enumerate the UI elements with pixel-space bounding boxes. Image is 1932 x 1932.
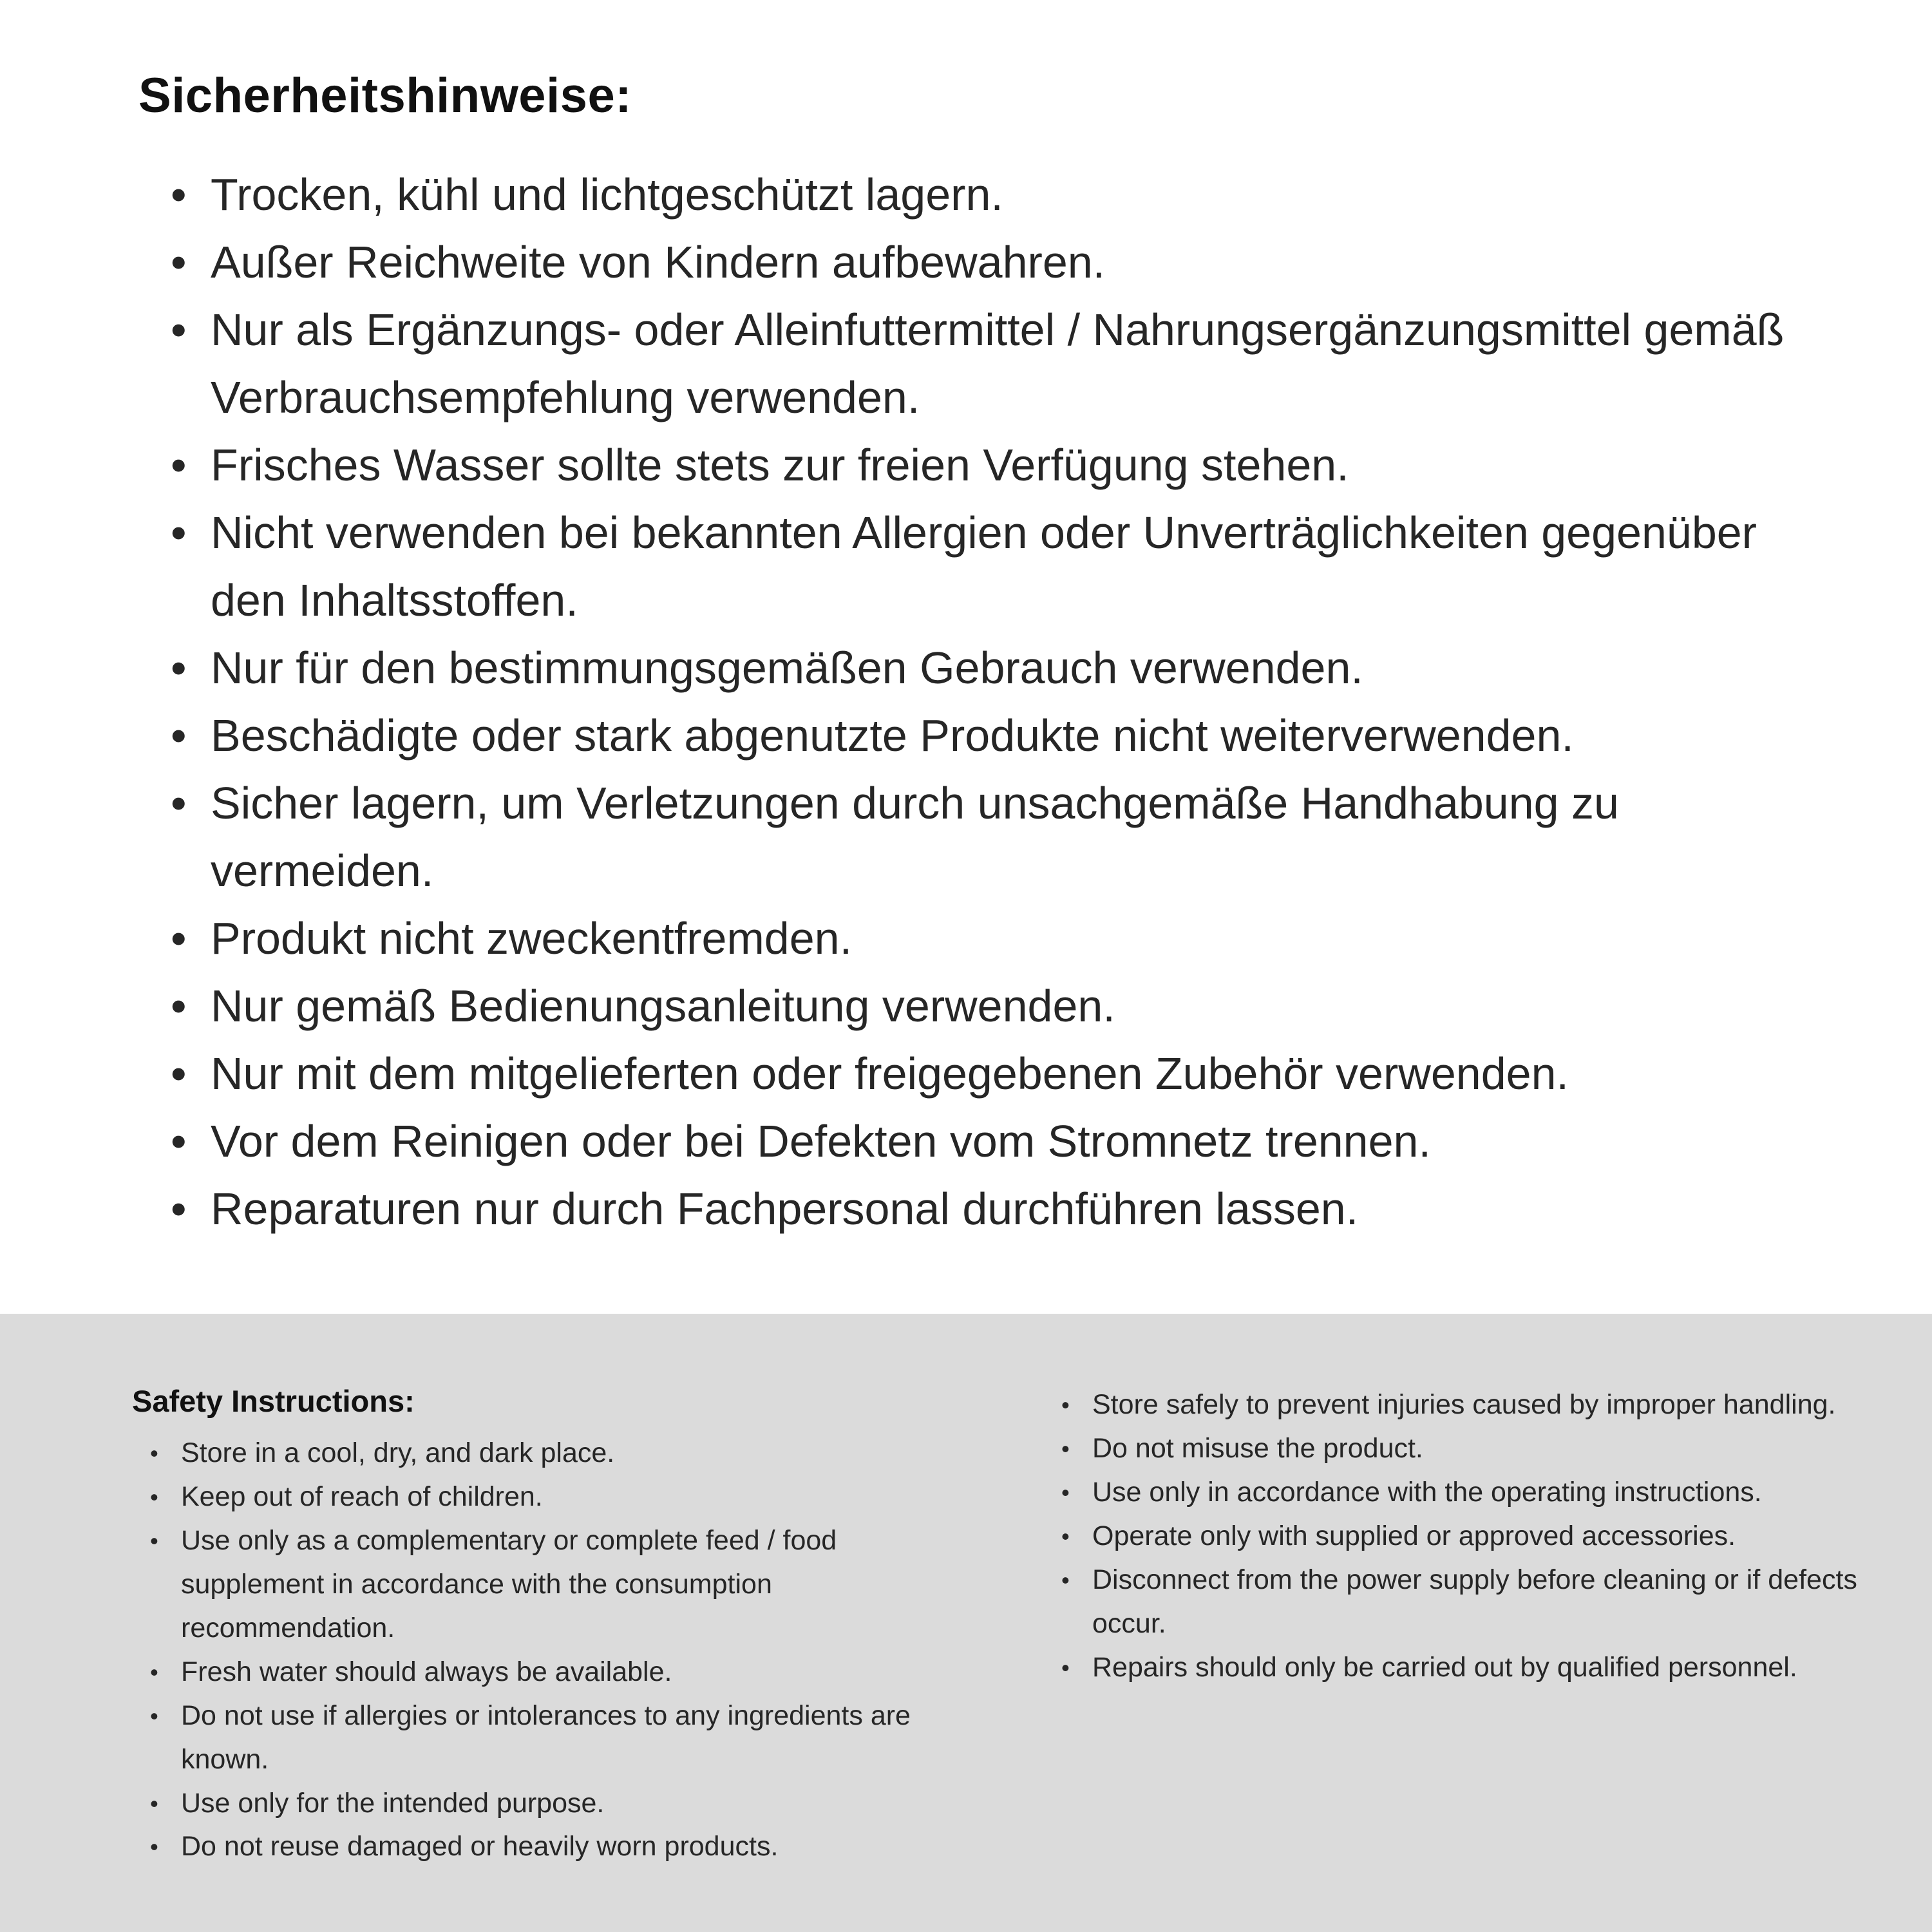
english-section-title: Safety Instructions: <box>132 1384 415 1418</box>
list-item: • Do not reuse damaged or heavily worn products. <box>150 1825 969 1869</box>
list-item: • Nicht verwenden bei bekannten Allergien oder Unverträglichkeiten gegenüber den Inhaltsstoffen. <box>171 499 1816 634</box>
list-item: • Produkt nicht zweckentfremden. <box>171 905 1816 972</box>
list-item: • Operate only with supplied or approved accessories. <box>1061 1515 1874 1558</box>
list-item: • Keep out of reach of children. <box>150 1475 969 1519</box>
english-safety-list-right <box>1043 1383 1874 1690</box>
english-safety-list-left <box>132 1432 969 1869</box>
english-left-column <box>132 1383 969 1869</box>
list-item: • Nur als Ergänzungs- oder Alleinfuttermittel / Nahrungsergänzungsmittel gemäß Verbrauchsempfehlung verwenden. <box>171 296 1816 431</box>
german-safety-list <box>138 161 1816 1243</box>
german-section-title: Sicherheitshinweise: <box>138 68 632 123</box>
list-item: • Use only in accordance with the operating instructions. <box>1061 1471 1874 1515</box>
list-item: • Use only as a complementary or complete feed / food supplement in accordance with the consumption recommendation. <box>150 1519 969 1651</box>
list-item: • Repairs should only be carried out by qualified personnel. <box>1061 1646 1874 1690</box>
list-item: • Store in a cool, dry, and dark place. <box>150 1432 969 1475</box>
list-item: • Nur für den bestimmungsgemäßen Gebrauch verwenden. <box>171 634 1816 702</box>
list-item: • Use only for the intended purpose. <box>150 1782 969 1826</box>
list-item: • Disconnect from the power supply before cleaning or if defects occur. <box>1061 1558 1874 1646</box>
list-item: • Do not use if allergies or intolerances to any ingredients are known. <box>150 1694 969 1782</box>
list-item: • Reparaturen nur durch Fachpersonal durchführen lassen. <box>171 1175 1816 1243</box>
list-item: • Store safely to prevent injuries caused by improper handling. <box>1061 1383 1874 1427</box>
list-item: • Beschädigte oder stark abgenutzte Produkte nicht weiterverwenden. <box>171 702 1816 770</box>
list-item: • Vor dem Reinigen oder bei Defekten vom Stromnetz trennen. <box>171 1108 1816 1175</box>
list-item: • Sicher lagern, um Verletzungen durch unsachgemäße Handhabung zu vermeiden. <box>171 770 1816 905</box>
list-item: • Do not misuse the product. <box>1061 1427 1874 1471</box>
english-safety-section <box>0 1314 1932 1932</box>
list-item: • Frisches Wasser sollte stets zur freien Verfügung stehen. <box>171 431 1816 499</box>
list-item: • Trocken, kühl und lichtgeschützt lagern. <box>171 161 1816 229</box>
list-item: • Außer Reichweite von Kindern aufbewahren. <box>171 229 1816 296</box>
list-item: • Nur gemäß Bedienungsanleitung verwenden. <box>171 972 1816 1040</box>
english-right-column <box>1043 1383 1874 1690</box>
list-item: • Fresh water should always be available. <box>150 1651 969 1694</box>
list-item: • Nur mit dem mitgelieferten oder freigegebenen Zubehör verwenden. <box>171 1040 1816 1108</box>
